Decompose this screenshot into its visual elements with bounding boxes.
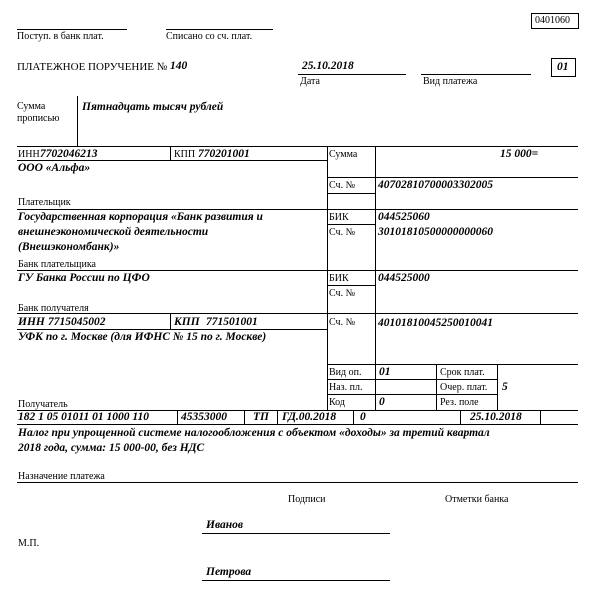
grid-line-top (17, 146, 578, 147)
signature-line-2 (202, 580, 390, 581)
payee-name: УФК по г. Москве (для ИФНС № 15 по г. Москве) (18, 331, 267, 343)
grid-col-payee-kpp (170, 313, 171, 329)
due-label: Срок плат. (440, 367, 485, 378)
tax-col-2 (244, 410, 245, 424)
grid-line-payee-bank-bottom (17, 313, 578, 314)
signer-2: Петрова (206, 566, 252, 578)
payee-account-label: Сч. № (329, 317, 356, 328)
signature-line-1 (202, 533, 390, 534)
amount-words-value: Пятнадцать тысяч рублей (82, 101, 224, 113)
amount-label: Сумма (329, 149, 358, 160)
grid-line-payee-account-bottom (327, 364, 578, 365)
purpose-code-label: Наз. пл. (329, 382, 363, 393)
payer-kpp: 770201001 (198, 148, 250, 160)
payee-bank-name: ГУ Банка России по ЦФО (18, 272, 150, 284)
payee-bank-corr-label: Сч. № (329, 288, 356, 299)
amount-words-divider (77, 96, 78, 146)
grid-col-kpp (170, 146, 171, 160)
date-line (298, 74, 406, 75)
debited-label: Списано со сч. плат. (166, 31, 253, 42)
amount-words-label-1: Сумма (17, 101, 46, 112)
grid-line-payer-bank-bottom (17, 270, 578, 271)
purpose-label: Назначение платежа (18, 471, 105, 482)
grid-col-op-mid (436, 364, 437, 410)
tax-basis: ТП (253, 411, 269, 423)
amount-value: 15 000= (500, 148, 539, 160)
grid-line-amount-bottom (327, 177, 578, 178)
grid-line-payee-inn-kpp (17, 329, 327, 330)
payer-bank-corr-label: Сч. № (329, 227, 356, 238)
purpose-bottom-line (17, 482, 578, 483)
payer-role-label: Плательщик (18, 197, 71, 208)
debited-line (166, 29, 273, 30)
code-label: Код (329, 397, 345, 408)
tax-col-1 (177, 410, 178, 424)
payee-bank-role-label: Банк получателя (18, 303, 89, 314)
payer-name: ООО «Альфа» (18, 162, 91, 174)
priority-label: Очер. плат. (440, 382, 488, 393)
payee-inn-label: ИНН (18, 316, 45, 328)
grid-line-payer-bik (327, 224, 375, 225)
tax-period: ГД.00.2018 (282, 411, 337, 423)
payee-inn: 7715045002 (48, 316, 106, 328)
grid-col-values (375, 146, 376, 410)
reserve-label: Рез. поле (440, 397, 479, 408)
seal-label: М.П. (18, 538, 40, 549)
grid-line-payee-bik (327, 285, 375, 286)
order-title: ПЛАТЕЖНОЕ ПОРУЧЕНИЕ № (17, 61, 168, 73)
payer-inn-label: ИНН (18, 149, 40, 160)
tax-doc-number: 0 (360, 411, 366, 423)
payer-bank-name-2: внешнеэкономической деятельности (18, 226, 209, 238)
form-code: 0401060 (535, 15, 570, 26)
code-value: 0 (379, 396, 385, 408)
tax-oktmo: 45353000 (181, 411, 227, 423)
grid-line-payer-bottom (17, 209, 578, 210)
payer-bank-name-1: Государственная корпорация «Банк развития и (18, 211, 263, 223)
tax-col-4 (353, 410, 354, 424)
date-label: Дата (300, 76, 320, 87)
payment-type-line (421, 74, 531, 75)
tax-col-5 (460, 410, 461, 424)
status-code: 01 (557, 61, 569, 73)
grid-line-tax-bottom (17, 424, 578, 425)
payer-bank-bik-label: БИК (329, 212, 349, 223)
purpose-line-2: 2018 года, сумма: 15 000-00, без НДС (18, 442, 205, 454)
op-type: 01 (379, 366, 391, 378)
grid-col-op-right (497, 364, 498, 410)
signatures-label: Подписи (288, 494, 326, 505)
received-line (17, 29, 127, 30)
payer-account: 40702810700003302005 (378, 179, 493, 191)
payer-bank-bik: 044525060 (378, 211, 430, 223)
payer-bank-corr-account: 30101810500000000060 (378, 226, 493, 238)
amount-words-label-2: прописью (17, 113, 60, 124)
payee-role-label: Получатель (18, 399, 68, 410)
payee-kpp: 771501001 (206, 316, 258, 328)
payment-type-label: Вид платежа (423, 76, 478, 87)
purpose-line-1: Налог при упрощенной системе налогообложения с объектом «доходы» за третий квартал (18, 427, 490, 439)
op-type-label: Вид оп. (329, 367, 362, 378)
grid-col-labels (327, 146, 328, 410)
payee-bank-bik: 044525000 (378, 272, 430, 284)
received-label: Поступ. в банк плат. (17, 31, 104, 42)
bank-marks-label: Отметки банка (445, 494, 509, 505)
grid-line-optype-bottom (327, 379, 497, 380)
payer-bank-role-label: Банк плательщика (18, 259, 96, 270)
grid-line-purpose-code-bottom (327, 394, 497, 395)
payee-account: 40101810045250010041 (378, 317, 493, 329)
payee-kpp-label: КПП (174, 316, 200, 328)
tax-col-6 (540, 410, 541, 424)
tax-col-3 (277, 410, 278, 424)
payer-bank-name-3: (Внешэкономбанк)» (18, 241, 120, 253)
payer-account-label: Сч. № (329, 180, 356, 191)
priority-value: 5 (502, 381, 508, 393)
signer-1: Иванов (206, 519, 244, 531)
payer-kpp-label: КПП (174, 149, 196, 160)
tax-doc-date: 25.10.2018 (470, 411, 522, 423)
payee-bank-bik-label: БИК (329, 273, 349, 284)
tax-kbk: 182 1 05 01011 01 1000 110 (18, 411, 149, 423)
order-date: 25.10.2018 (302, 60, 354, 72)
grid-line-payer-account (327, 193, 375, 194)
order-number: 140 (170, 60, 188, 72)
payer-inn: 7702046213 (40, 148, 98, 160)
